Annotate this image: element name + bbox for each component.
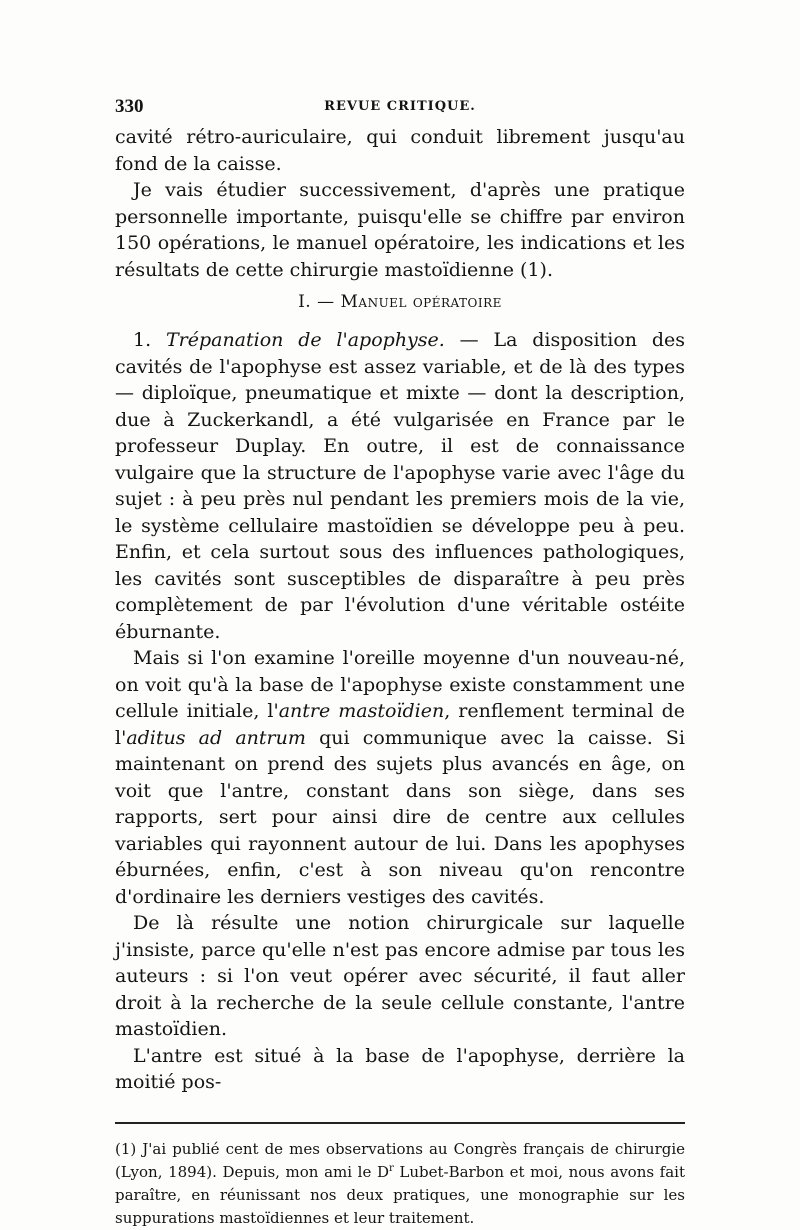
paragraph-notion: De là résulte une notion chirurgicale sur laquelle j'insiste, parce qu'elle n'est pas encore admise par tous les auteurs : si l'on veut opérer avec sécurité, il faut aller droit à la recherche de la seule cellule constante, l'antre mastoïdien. (115, 912, 685, 1040)
paragraph-antre (115, 645, 685, 910)
footnote-text-a: J'ai publié cent de mes observations au Congrès français de chirurgie (Lyon, 1894). Depuis, mon ami le D (115, 1139, 686, 1181)
term-antre-mastoidien: antre mastoïdien (278, 700, 445, 722)
paragraph-trepanation (115, 327, 685, 645)
page (115, 96, 685, 1230)
term-aditus-ad-antrum: aditus ad antrum (126, 726, 306, 749)
subsection-title: Trépanation de l'apophyse. (165, 329, 445, 351)
paragraph-intro: Je vais étudier successivement, d'après une pratique personnelle importante, puisqu'elle se chiffre par environ 150 opérations, le manuel opératoire, les indications et les résultats de cette chirurgie mastoïdienne (1). (115, 179, 685, 281)
section-heading (115, 291, 685, 313)
running-title: REVUE CRITIQUE. (324, 99, 476, 114)
paragraph-continuation: cavité rétro-auriculaire, qui conduit librement jusqu'au fond de la caisse. (115, 126, 685, 175)
paragraph-trepanation-text: — La disposition des cavités de l'apophyse est assez variable, et de là des types — diploïque, pneumatique et mixte — dont la description, due à Zuckerkandl, a été vulgarisée en France par le professeur Duplay. En outre, il est de connaissance vulgaire que la structure de l'apophyse varie avec l'âge du sujet : à peu près nul pendant les premiers mois de la vie, le système cellulaire mastoïdien se développe peu à peu. Enfin, et cela surtout sous des influences pathologiques, les cavités sont susceptibles de disparaître à peu près complètement de par l'évolution d'une véritable ostéite éburnante. (115, 329, 685, 643)
footnote-marker: (1) (115, 1139, 143, 1158)
footnote-rule (115, 1122, 685, 1124)
paragraph-antre-a: Mais si l'on examine l'oreille moyenne d'un nouveau-né, on voit qu'à la base de l'apophyse existe constamment une cellule initiale, l' (115, 647, 685, 722)
page-number: 330 (115, 96, 144, 117)
section-title: Manuel opératoire (340, 292, 502, 312)
paragraph-antre-c: qui communique avec la caisse. Si maintenant on prend des sujets plus avancés en âge, on voit que l'antre, constant dans son siège, dans ses rapports, sert pour ainsi dire de centre aux cellules variables qui rayonnent autour de lui. Dans les apophyses éburnées, enfin, c'est à son niveau qu'on rencontre d'ordinaire les derniers vestiges des cavités. (115, 726, 686, 908)
running-head (115, 96, 685, 118)
section-numeral: I. — (298, 292, 341, 312)
footnote (115, 1138, 685, 1230)
paragraph-antre-b: , renflement terminal de l' (115, 700, 685, 749)
subsection-number: 1. (133, 329, 166, 351)
footnote-superscript: r (388, 1162, 394, 1174)
body-text (115, 124, 685, 1096)
paragraph-situation: L'antre est situé à la base de l'apophyse, derrière la moitié pos- (115, 1044, 685, 1093)
footnote-text-b: Lubet-Barbon et moi, nous avons fait paraître, en réunissant nos deux pratiques, une monographie sur les suppurations mastoïdiennes et leur traitement. (115, 1162, 685, 1227)
